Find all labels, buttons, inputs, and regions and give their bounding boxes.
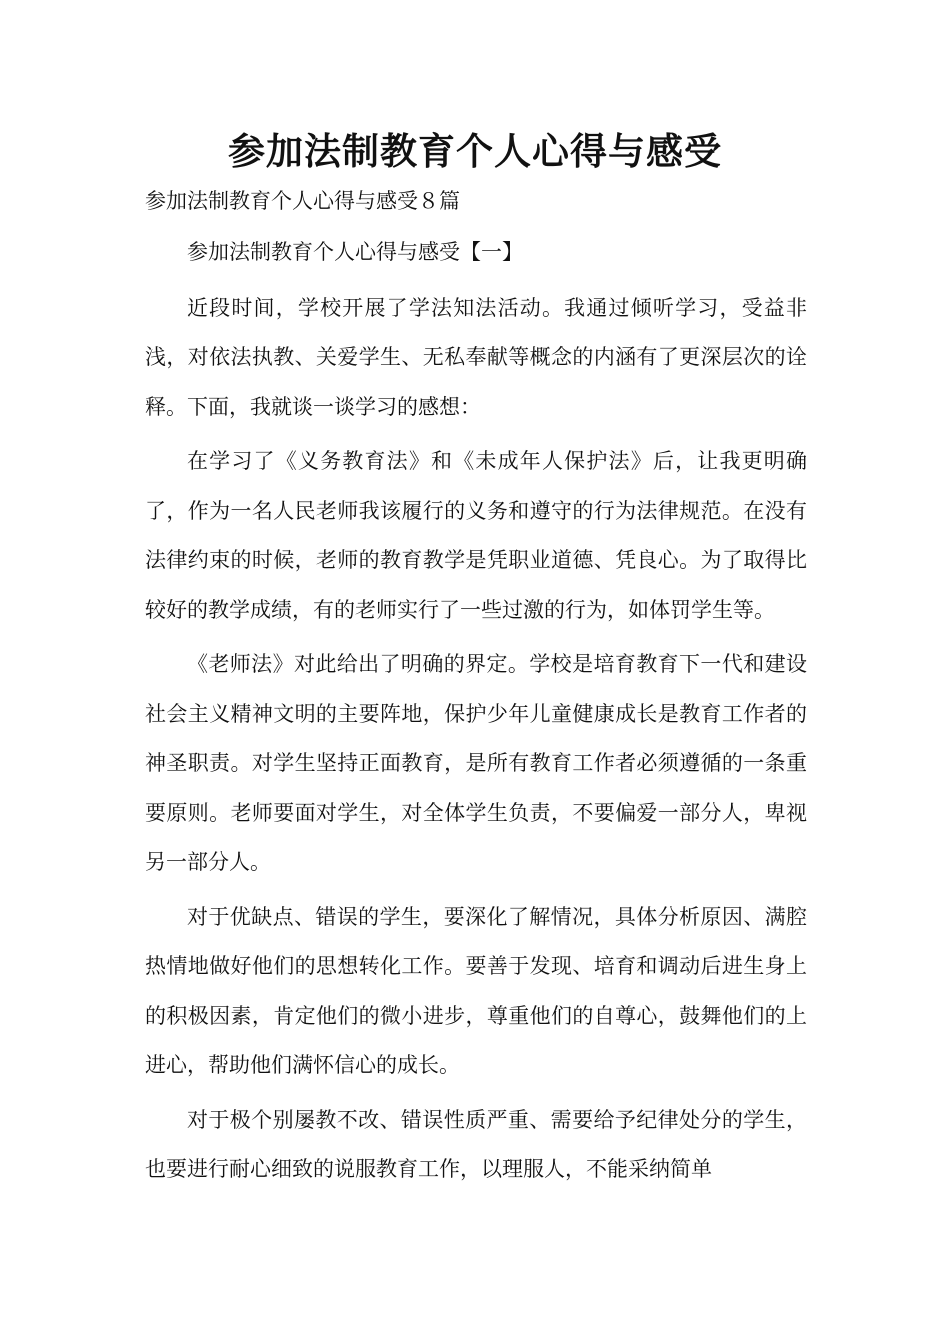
- paragraph-1: 近段时间，学校开展了学法知法活动。我通过倾听学习，受益非浅，对依法执教、关爱学生、无私奉献等概念的内涵有了更深层次的诠释。下面，我就谈一谈学习的感想：: [145, 295, 807, 419]
- paragraph-2: 在学习了《义务教育法》和《未成年人保护法》后，让我更明确了，作为一名人民老师我该履行的义务和遵守的行为法律规范。在没有法律约束的时候，老师的教育教学是凭职业道德、凭良心。为了取得比较好的教学成绩，有的老师实行了一些过激的行为，如体罚学生等。: [145, 449, 807, 622]
- paragraph-5: 对于极个别屡教不改、错误性质严重、需要给予纪律处分的学生，也要进行耐心细致的说服教育工作，以理服人，不能采纳简单: [145, 1107, 807, 1181]
- document-subtitle: 参加法制教育个人心得与感受８篇: [145, 189, 460, 213]
- paragraph-3: 《老师法》对此给出了明确的界定。学校是培育教育下一代和建设社会主义精神文明的主要阵地，保护少年儿童健康成长是教育工作者的神圣职责。对学生坚持正面教育，是所有教育工作者必须遵循的一条重要原则。老师要面对学生，对全体学生负责，不要偏爱一部分人，卑视另一部分人。: [145, 652, 807, 874]
- paragraph-4: 对于优缺点、错误的学生，要深化了解情况，具体分析原因、满腔热情地做好他们的思想转化工作。要善于发现、培育和调动后进生身上的积极因素，肯定他们的微小进步，尊重他们的自尊心，鼓舞他们的上进心，帮助他们满怀信心的成长。: [145, 904, 807, 1077]
- document-body: [145, 228, 807, 1195]
- document-title: 参加法制教育个人心得与感受: [228, 130, 722, 173]
- section-heading: 参加法制教育个人心得与感受【一】: [187, 240, 523, 264]
